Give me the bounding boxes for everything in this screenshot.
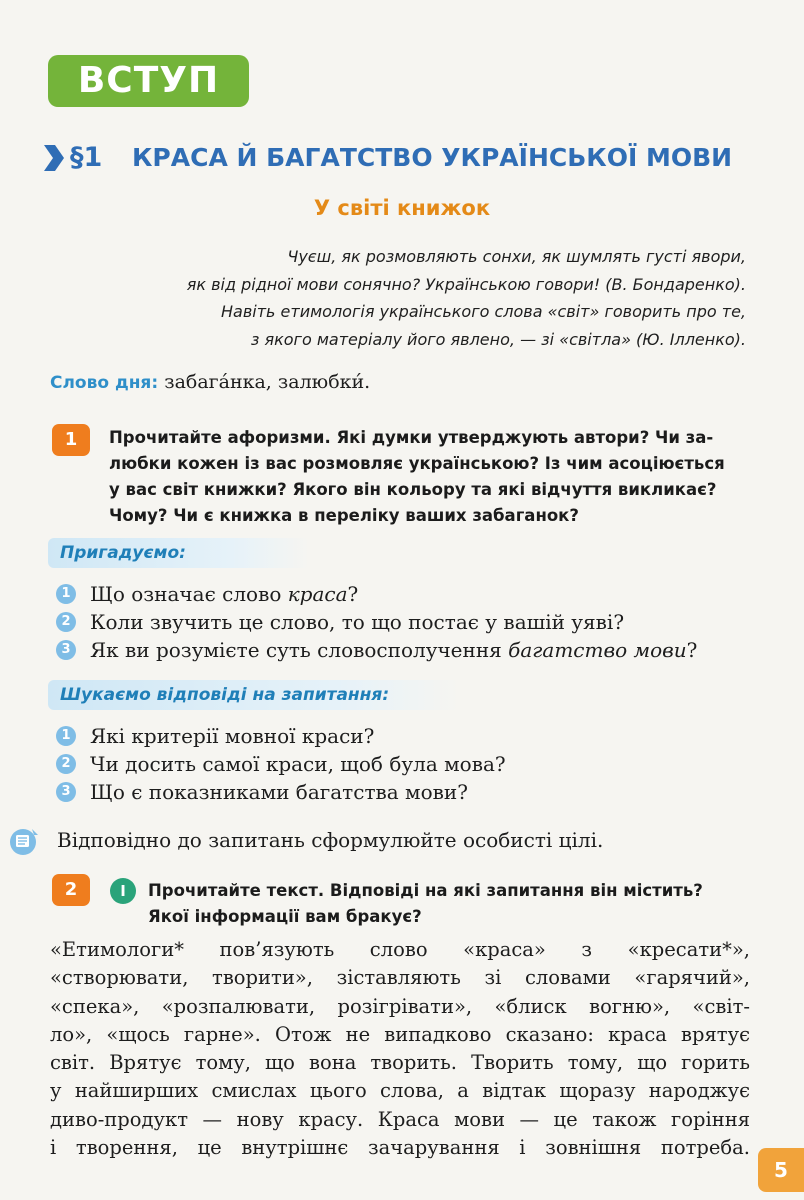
section-title: КРАСА Й БАГАТСТВО УКРАЇНСЬКОЇ МОВИ [132, 143, 733, 172]
epigraph-line: Чуєш, як розмовляють сонхи, як шумлять густі явори, [287, 247, 746, 266]
body-line: ло», «щось гарне». Отож не випадково сказано: краса врятує [50, 1022, 750, 1046]
word-of-day [50, 371, 370, 393]
body-line: «Етимологи* пов’язують слово «краса» з «кресати*», [50, 938, 750, 961]
body-line: диво-продукт — нову красу. Краса мови — це також горіння [50, 1107, 750, 1131]
number-circle-icon: 3 [56, 640, 76, 660]
section-arrow-icon [44, 145, 64, 171]
search-list [56, 722, 506, 806]
page-number: 5 [758, 1148, 804, 1192]
task-line: Прочитайте афоризми. Які думки утверджують автори? Чи за- [109, 428, 714, 447]
epigraph-line: з якого матеріалу його явлено, — зі «світла» (Ю. Ілленко). [250, 329, 746, 349]
body-line: «створювати, творити», зіставляють зі словами «гарячий», [50, 966, 750, 990]
list-item: 3 Що є показниками багатства мови? [56, 778, 506, 806]
task-line: любки кожен із вас розмовляє українською? Із чим асоціюється [109, 454, 725, 473]
number-circle-icon: 2 [56, 612, 76, 632]
epigraph [187, 243, 746, 353]
list-item: 1 Що означає слово краса? [56, 580, 697, 608]
word-of-day-label: Слово дня: [50, 373, 159, 393]
task-line: Чому? Чи є книжка в переліку ваших забаганок? [109, 506, 579, 525]
body-line: світ. Врятує тому, що вона творить. Творить тому, що горить [50, 1051, 750, 1075]
section-number: §1 [70, 142, 103, 173]
list-item: 1 Які критерії мовної краси? [56, 722, 506, 750]
search-label: Шукаємо відповіді на запитання: [48, 680, 460, 710]
task-line: Прочитайте текст. Відповіді на які запитання він містить? [148, 881, 703, 900]
task-line: у вас світ книжки? Якого він кольору та які відчуття викликає? [109, 480, 717, 499]
list-item: 2 Коли звучить це слово, то що постає у вашій уяві? [56, 608, 697, 636]
task-1-text [109, 425, 751, 529]
task-number-badge: 2 [52, 874, 90, 906]
task-number-badge: 1 [52, 424, 90, 456]
recall-list [56, 580, 697, 664]
roman-one-circle-icon: I [110, 878, 136, 904]
body-line: і творення, це внутрішнє зачарування і зовнішня потреба. [50, 1136, 750, 1160]
task-line: Якої інформації вам бракує? [148, 907, 422, 926]
body-line: у найширших смислах цього слова, а відтак щоразу народжує [50, 1079, 750, 1103]
number-circle-icon: 2 [56, 754, 76, 774]
number-circle-icon: 1 [56, 584, 76, 604]
goals-text: Відповідно до запитань сформулюйте особисті цілі. [57, 828, 604, 852]
number-circle-icon: 3 [56, 782, 76, 802]
list-item: 3 Як ви розумієте суть словосполучення багатство мови? [56, 636, 697, 664]
list-item: 2 Чи досить самої краси, щоб була мова? [56, 750, 506, 778]
section-badge: ВСТУП [48, 55, 249, 107]
recall-label: Пригадуємо: [48, 538, 310, 568]
word-of-day-value: забага́нка, залюбки́. [164, 371, 371, 393]
epigraph-line: Навіть етимологія українського слова «світ» говорить про те, [220, 302, 746, 321]
task-2-text [148, 878, 703, 930]
subheading: У світі книжок [313, 196, 491, 220]
body-line: «спека», «розпалювати, розігрівати», «блиск вогню», «світ- [50, 994, 750, 1018]
number-circle-icon: 1 [56, 726, 76, 746]
epigraph-line: як від рідної мови сонячно? Українською говори! (В. Бондаренко). [186, 274, 746, 294]
goals-icon [8, 826, 42, 856]
body-paragraph [50, 936, 750, 1162]
